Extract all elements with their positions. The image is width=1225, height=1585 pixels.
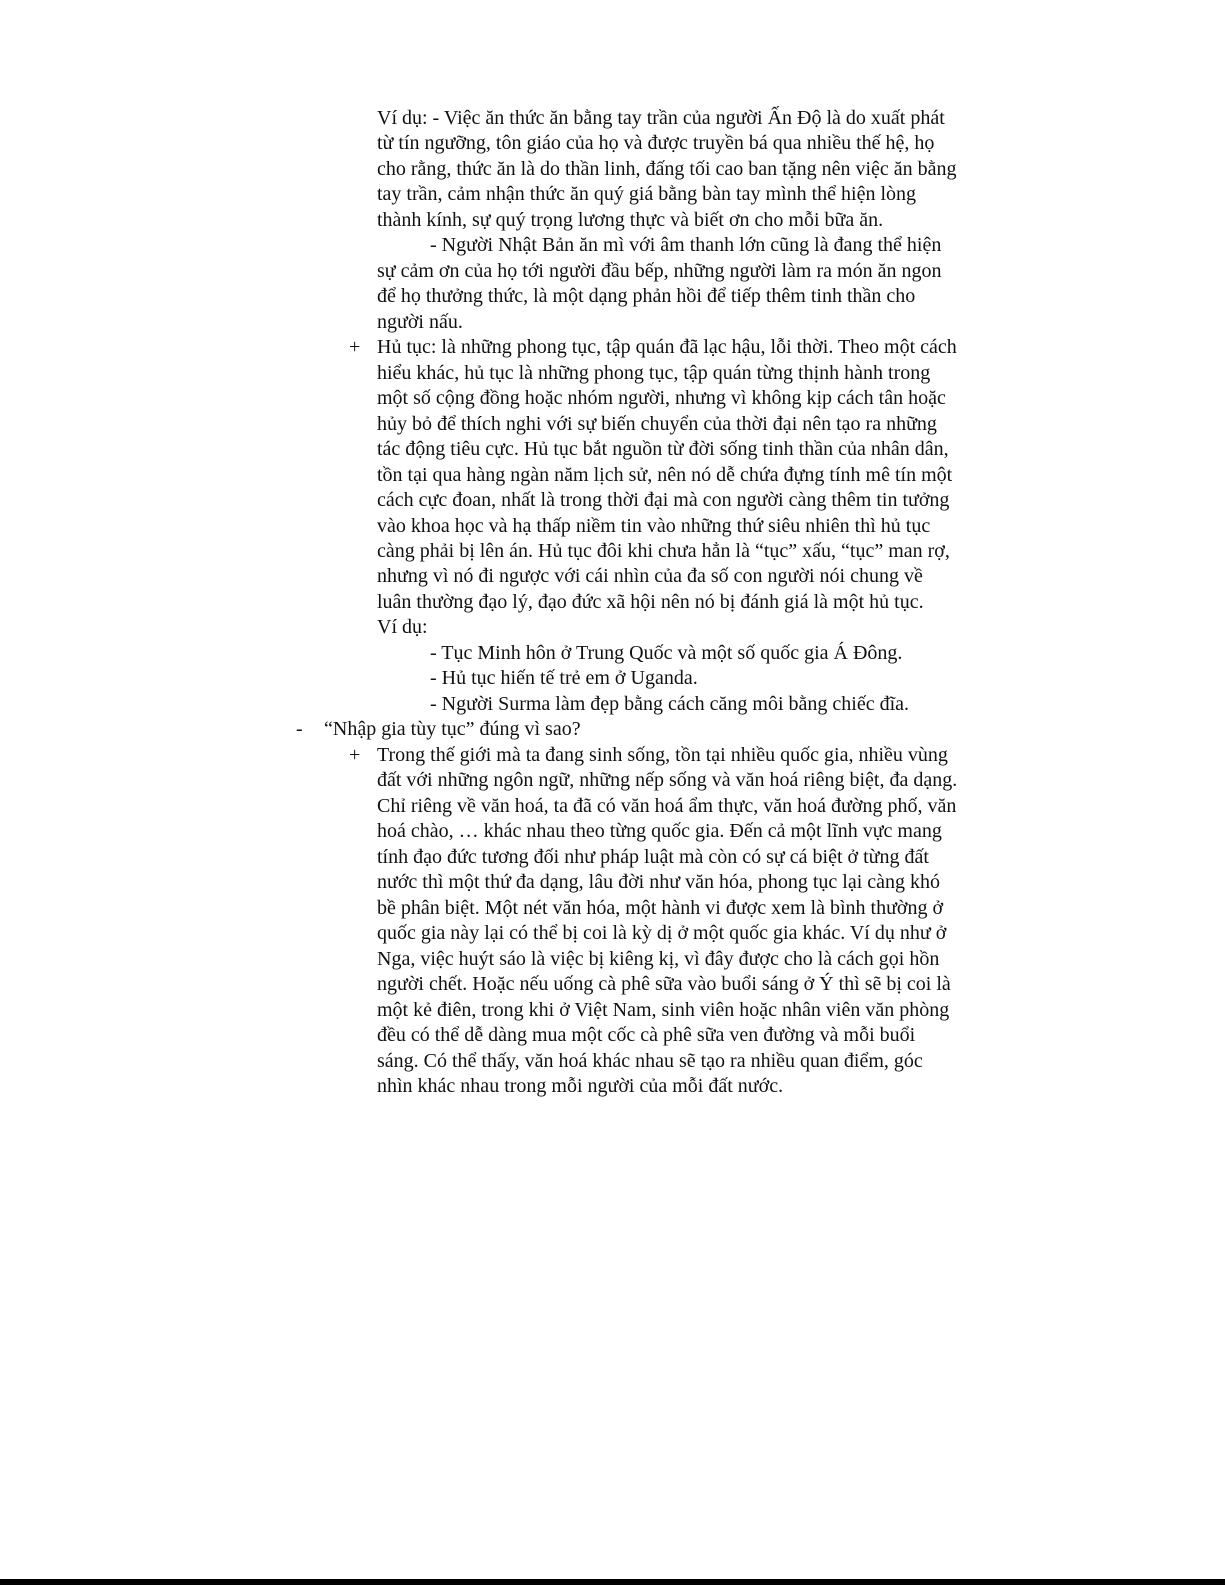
text-line: Hủ tục: là những phong tục, tập quán đã lạc hậu, lỗi thời. Theo một cách <box>377 336 957 358</box>
text-line: cho rằng, thức ăn là do thần linh, đấng tối cao ban tặng nên việc ăn bằng <box>377 158 957 180</box>
text-line: hoá chào, … khác nhau theo từng quốc gia. Đến cả một lĩnh vực mang <box>377 820 942 842</box>
text-line: vào khoa học và hạ thấp niềm tin vào những thứ siêu nhiên thì hủ tục <box>377 515 931 537</box>
text-line: Ví dụ: <box>377 616 428 638</box>
text-line: bề phân biệt. Một nét văn hóa, một hành vi được xem là bình thường ở <box>377 897 944 919</box>
text-line: một kẻ điên, trong khi ở Việt Nam, sinh viên hoặc nhân viên văn phòng <box>377 999 950 1021</box>
heading-text: “Nhập gia tùy tục” đúng vì sao? <box>324 718 581 740</box>
text-line: tính đạo đức tương đối như pháp luật mà còn có sự cá biệt ở từng đất <box>377 846 929 868</box>
text-line: sáng. Có thể thấy, văn hoá khác nhau sẽ tạo ra nhiều quan điểm, góc <box>377 1050 923 1072</box>
text-line: quốc gia này lại có thể bị coi là kỳ dị ở một quốc gia khác. Ví dụ như ở <box>377 922 947 944</box>
text-line: nhìn khác nhau trong mỗi người của mỗi đất nước. <box>377 1075 784 1097</box>
text-line: tác động tiêu cực. Hủ tục bắt nguồn từ đời sống tinh thần của nhân dân, <box>377 438 949 460</box>
text-line: từ tín ngưỡng, tôn giáo của họ và được truyền bá qua nhiều thế hệ, họ <box>377 132 935 154</box>
text-line: càng phải bị lên án. Hủ tục đôi khi chưa hẳn là “tục” xấu, “tục” man rợ, <box>377 540 950 562</box>
dash-bullet-marker: - <box>296 718 303 740</box>
text-line: hủy bỏ để thích nghi với sự biến chuyển của thời đại nên tạo ra những <box>377 413 937 435</box>
text-line: người chết. Hoặc nếu uống cà phê sữa vào buổi sáng ở Ý thì sẽ bị coi là <box>377 973 951 995</box>
text-line: nước thì một thứ đa dạng, lâu đời như văn hóa, phong tục lại càng khó <box>377 871 941 893</box>
plus-bullet-marker: + <box>349 336 361 358</box>
plus-bullet-marker: + <box>349 744 361 766</box>
text-line: Chỉ riêng về văn hoá, ta đã có văn hoá ẩm thực, văn hoá đường phố, văn <box>377 795 957 817</box>
text-line: Ví dụ: - Việc ăn thức ăn bằng tay trần của người Ấn Độ là do xuất phát <box>377 107 945 129</box>
text-line: tay trần, cảm nhận thức ăn quý giá bằng bàn tay mình thể hiện lòng <box>377 183 917 205</box>
text-line: đất với những ngôn ngữ, những nếp sống và văn hoá riêng biệt, đa dạng. <box>377 769 958 791</box>
text-line: đều có thể dễ dàng mua một cốc cà phê sữa ven đường và mỗi buổi <box>377 1024 916 1046</box>
example-item: - Hủ tục hiến tế trẻ em ở Uganda. <box>430 667 698 689</box>
text-line: cách cực đoan, nhất là trong thời đại mà con người càng thêm tin tưởng <box>377 489 950 511</box>
page-bottom-border <box>0 1579 1225 1585</box>
text-line: một số cộng đồng hoặc nhóm người, nhưng vì không kịp cách tân hoặc <box>377 387 946 409</box>
text-line: hiểu khác, hủ tục là những phong tục, tập quán từng thịnh hành trong <box>377 362 931 384</box>
text-line: nhưng vì nó đi ngược với cái nhìn của đa số con người nói chung về <box>377 565 923 587</box>
text-line: Trong thế giới mà ta đang sinh sống, tồn tại nhiều quốc gia, nhiều vùng <box>377 744 948 766</box>
example-item: - Người Surma làm đẹp bằng cách căng môi bằng chiếc đĩa. <box>430 693 910 715</box>
text-line: Nga, việc huýt sáo là việc bị kiêng kị, vì đây được cho là cách gọi hồn <box>377 948 940 970</box>
example-item: - Tục Minh hôn ở Trung Quốc và một số quốc gia Á Đông. <box>430 642 903 664</box>
text-line: để họ thưởng thức, là một dạng phản hồi để tiếp thêm tinh thần cho <box>377 285 916 307</box>
text-line: thành kính, sự quý trọng lương thực và biết ơn cho mỗi bữa ăn. <box>377 209 884 231</box>
text-line: tồn tại qua hàng ngàn năm lịch sử, nên nó dễ chứa đựng tính mê tín một <box>377 464 953 486</box>
text-line: luân thường đạo lý, đạo đức xã hội nên nó bị đánh giá là một hủ tục. <box>377 591 924 613</box>
text-line: sự cảm ơn của họ tới người đầu bếp, những người làm ra món ăn ngon <box>377 260 942 282</box>
text-line: người nấu. <box>377 311 463 333</box>
text-line: - Người Nhật Bản ăn mì với âm thanh lớn cũng là đang thể hiện <box>430 234 942 256</box>
